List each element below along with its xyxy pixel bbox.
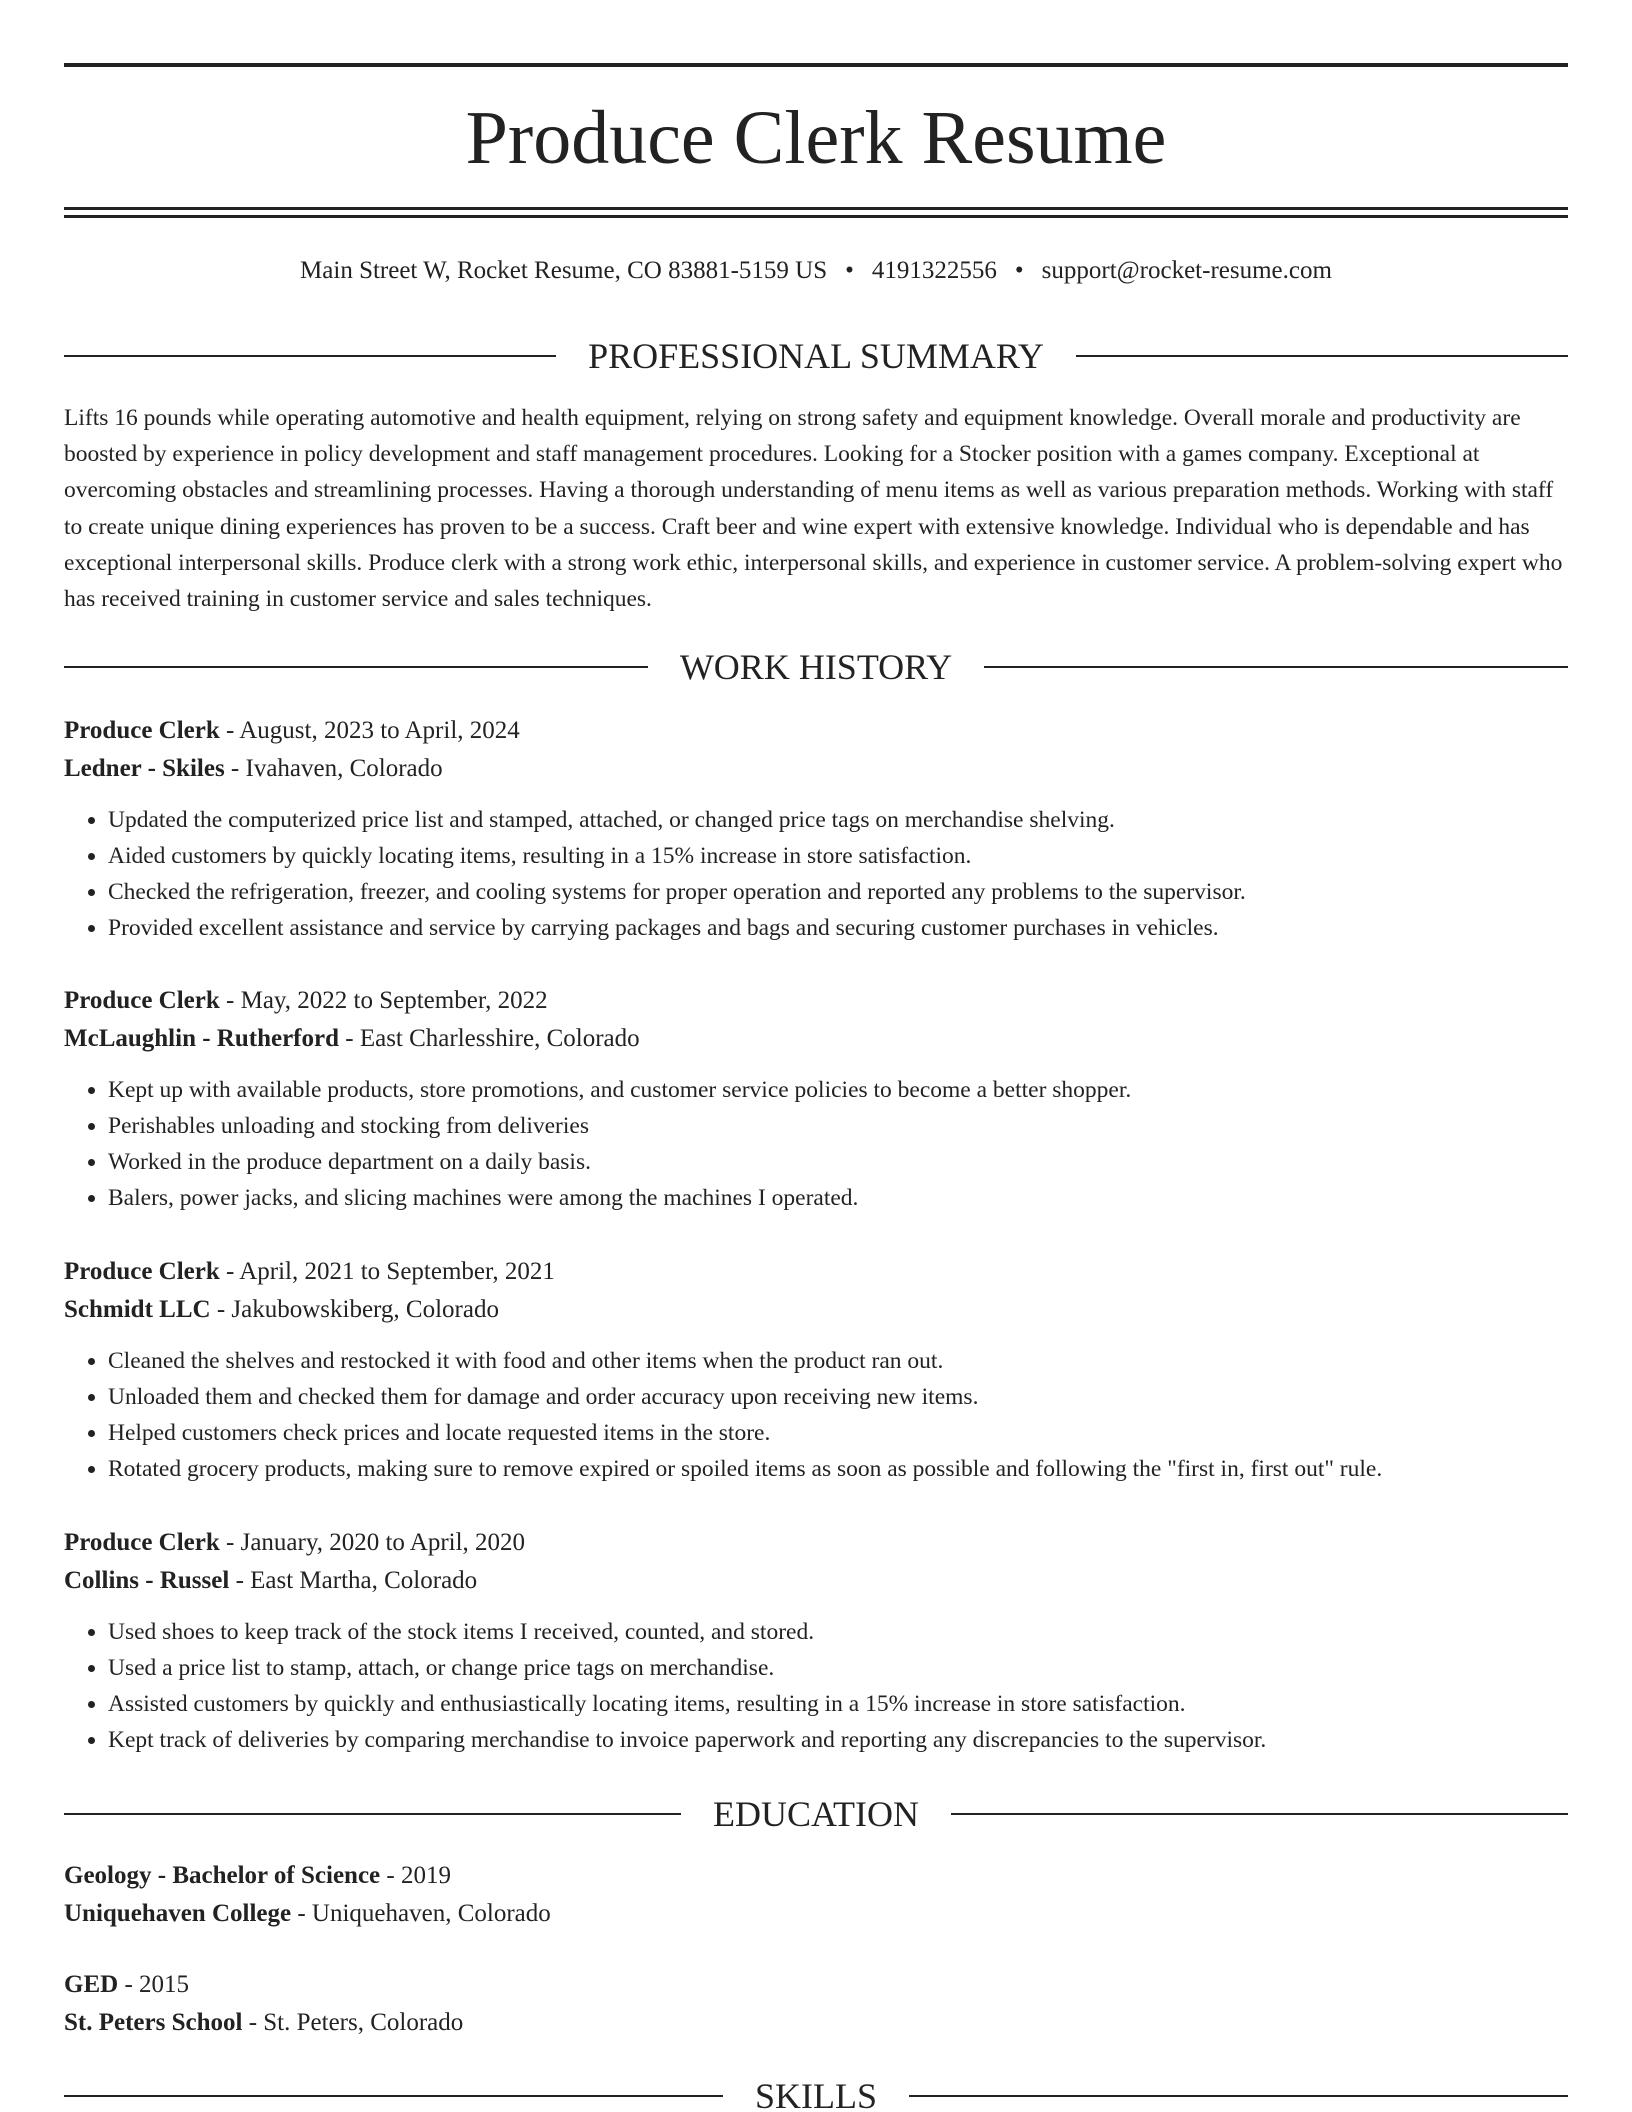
job-bullet: • Used shoes to keep track of the stock items I received, counted, and stored. <box>108 1614 1568 1650</box>
job-title: Produce Clerk <box>64 1529 220 1556</box>
job-location: - East Charlesshire, Colorado <box>339 1025 640 1052</box>
section-rule <box>1076 355 1568 357</box>
job-bullet: • Kept track of deliveries by comparing merchandise to invoice paperwork and reporting any discrepancies to the supervisor. <box>108 1722 1568 1758</box>
education-school: St. Peters School <box>64 2009 243 2036</box>
job-dates: - August, 2023 to April, 2024 <box>219 717 520 744</box>
job-title: Produce Clerk <box>64 987 220 1014</box>
job-entry <box>64 1524 1568 1758</box>
job-bullets <box>64 1614 1568 1758</box>
contact-address: Main Street W, Rocket Resume, CO 83881-5159 US <box>300 257 828 284</box>
job-bullets <box>64 802 1568 946</box>
job-bullet: • Updated the computerized price list and stamped, attached, or changed price tags on merchandise shelving. <box>108 802 1568 838</box>
contact-email: support@rocket-resume.com <box>1041 257 1332 284</box>
section-title-summary: PROFESSIONAL SUMMARY <box>588 336 1044 376</box>
job-bullet: • Balers, power jacks, and slicing machines were among the machines I operated. <box>108 1180 1568 1216</box>
section-rule <box>951 1813 1568 1815</box>
job-bullet: • Helped customers check prices and locate requested items in the store. <box>108 1415 1568 1451</box>
summary-text: Lifts 16 pounds while operating automotive and health equipment, relying on strong safety and equipment knowledge. Overall morale and productivity are boosted by experience in policy development and staff management procedures. Looking for a Stocker position with a games company. Exceptional at overcoming obstacles and streamlining processes. Having a thorough understanding of menu items as well as various preparation methods. Working with staff to create unique dining experiences has proven to be a success. Craft beer and wine expert with extensive knowledge. Individual who is dependable and has exceptional interpersonal skills. Produce clerk with a strong work ethic, interpersonal skills, and experience in customer service. A problem-solving expert who has received training in customer service and sales techniques. <box>64 405 1563 613</box>
job-title: Produce Clerk <box>64 717 220 744</box>
job-entry <box>64 712 1568 946</box>
section-rule <box>909 2095 1568 2097</box>
section-rule <box>64 2095 723 2097</box>
job-bullet: • Checked the refrigeration, freezer, and cooling systems for proper operation and reported any problems to the supervisor. <box>108 874 1568 910</box>
job-location: - Ivahaven, Colorado <box>224 755 443 782</box>
section-rule <box>64 1813 681 1815</box>
section-header-skills <box>64 2074 1568 2112</box>
job-bullet: • Worked in the produce department on a daily basis. <box>108 1144 1568 1180</box>
job-bullet: • Rotated grocery products, making sure to remove expired or spoiled items as soon as possible and following the "first in, first out" rule. <box>108 1451 1568 1487</box>
job-bullet: • Aided customers by quickly locating items, resulting in a 15% increase in store satisfaction. <box>108 838 1568 874</box>
job-entry <box>64 982 1568 1216</box>
section-title-skills: SKILLS <box>755 2076 878 2112</box>
section-title-work: WORK HISTORY <box>679 647 953 687</box>
education-entry <box>64 1857 1568 1933</box>
job-dates: - April, 2021 to September, 2021 <box>219 1258 555 1285</box>
job-company: Ledner - Skiles <box>64 755 225 782</box>
job-location: - East Martha, Colorado <box>229 1567 478 1594</box>
education-location: - Uniquehaven, Colorado <box>291 1900 551 1927</box>
job-dates: - January, 2020 to April, 2020 <box>219 1529 526 1556</box>
title-double-rule <box>64 207 1568 218</box>
job-bullets <box>64 1343 1568 1487</box>
education-year: - 2015 <box>118 1971 190 1998</box>
contact-line <box>64 253 1568 289</box>
section-header-education <box>64 1792 1568 1836</box>
education-school: Uniquehaven College <box>64 1900 292 1927</box>
education-location: - St. Peters, Colorado <box>242 2009 464 2036</box>
education-degree: GED <box>64 1971 119 1998</box>
contact-separator: • <box>1014 257 1024 284</box>
section-header-work <box>64 645 1568 689</box>
top-rule <box>64 63 1568 67</box>
job-bullet: • Used a price list to stamp, attach, or change price tags on merchandise. <box>108 1650 1568 1686</box>
job-company: Schmidt LLC <box>64 1296 211 1323</box>
education-degree: Geology - Bachelor of Science <box>64 1862 381 1889</box>
job-location: - Jakubowskiberg, Colorado <box>210 1296 499 1323</box>
job-bullets <box>64 1072 1568 1216</box>
job-company: Collins - Russel <box>64 1567 230 1594</box>
job-title: Produce Clerk <box>64 1258 220 1285</box>
section-rule <box>984 666 1568 668</box>
job-bullet: • Provided excellent assistance and service by carrying packages and bags and securing customer purchases in vehicles. <box>108 910 1568 946</box>
job-bullet: • Unloaded them and checked them for damage and order accuracy upon receiving new items. <box>108 1379 1568 1415</box>
education-entry <box>64 1966 1568 2042</box>
job-dates: - May, 2022 to September, 2022 <box>219 987 548 1014</box>
job-company: McLaughlin - Rutherford <box>64 1025 339 1052</box>
education-year: - 2019 <box>380 1862 451 1889</box>
section-rule <box>64 355 556 357</box>
job-entry <box>64 1253 1568 1487</box>
page-title: Produce Clerk Resume <box>465 96 1167 180</box>
job-bullet: • Cleaned the shelves and restocked it with food and other items when the product ran out. <box>108 1343 1568 1379</box>
section-header-summary <box>64 334 1568 378</box>
job-bullet: • Perishables unloading and stocking from deliveries <box>108 1108 1568 1144</box>
section-title-education: EDUCATION <box>713 1794 919 1834</box>
contact-separator: • <box>845 257 854 284</box>
contact-phone: 4191322556 <box>871 257 997 284</box>
job-bullet: • Assisted customers by quickly and enthusiastically locating items, resulting in a 15% increase in store satisfaction. <box>108 1686 1568 1722</box>
section-rule <box>64 666 648 668</box>
job-bullet: • Kept up with available products, store promotions, and customer service policies to become a better shopper. <box>108 1072 1568 1108</box>
